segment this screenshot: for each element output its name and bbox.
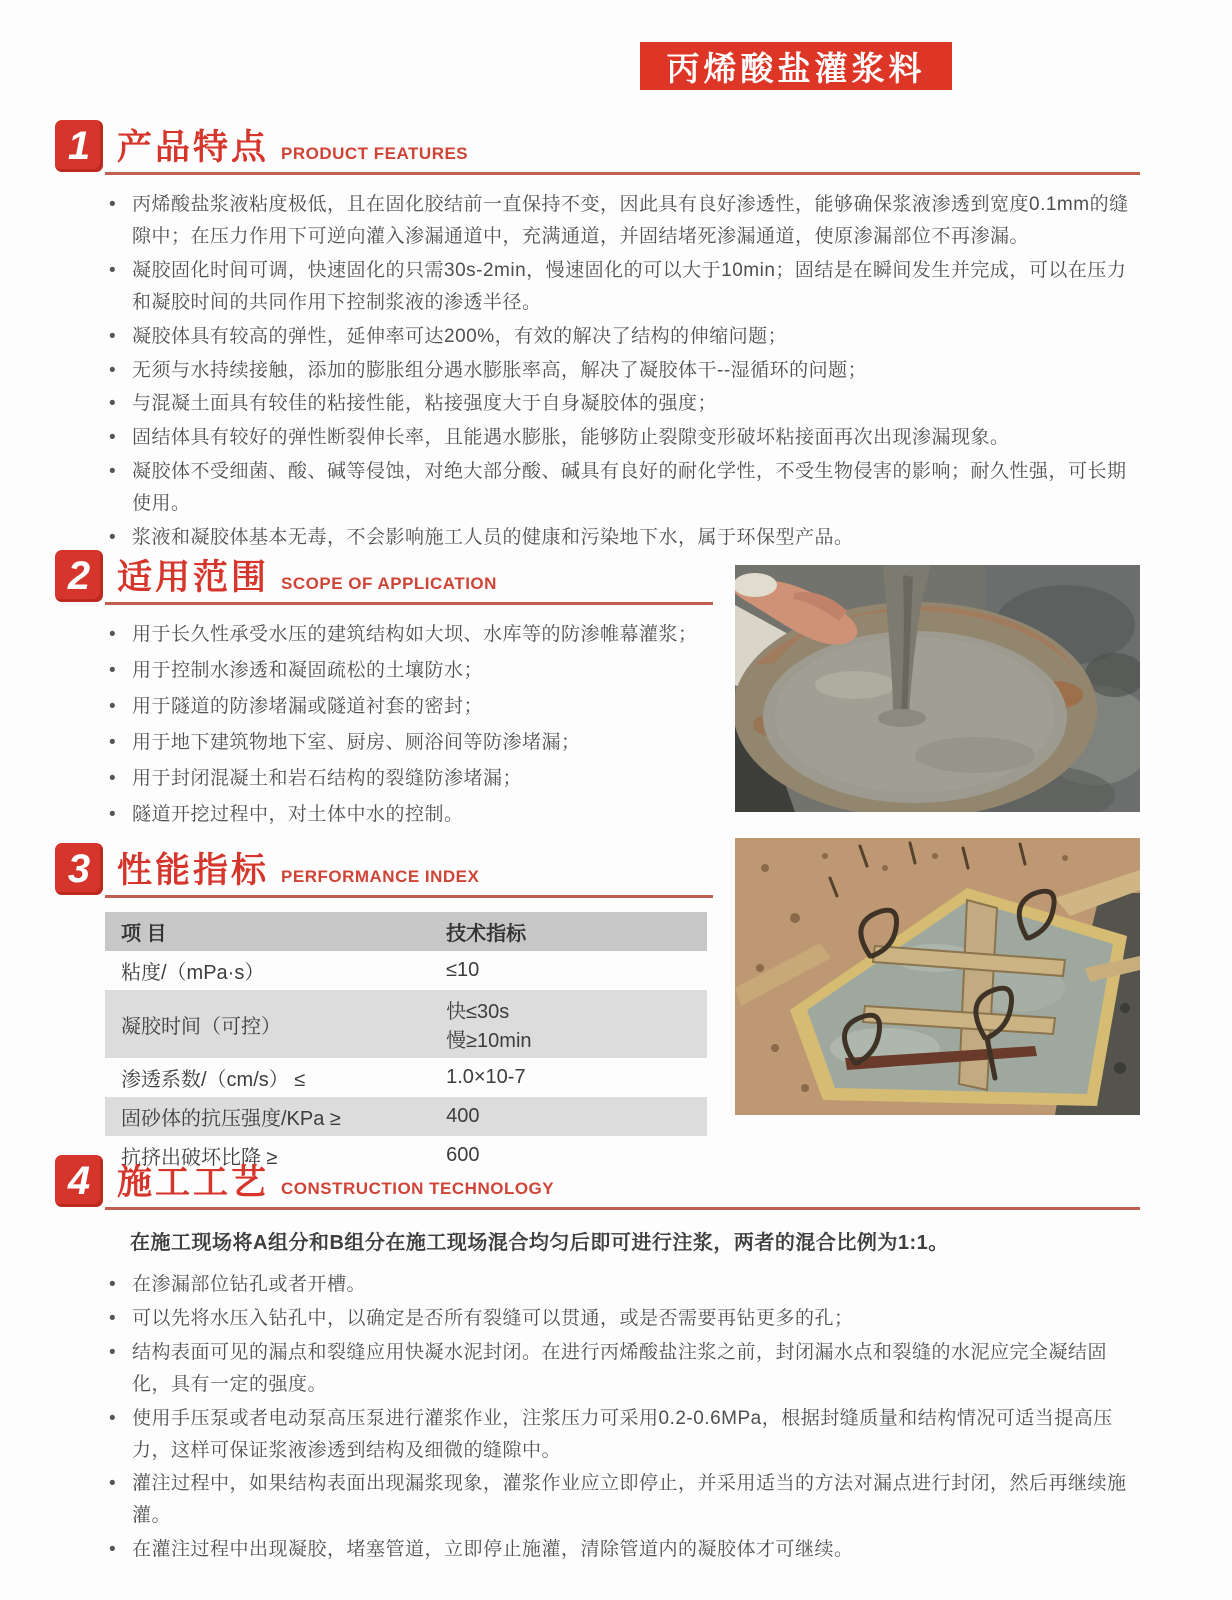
list-item: • 用于封闭混凝土和岩石结构的裂缝防渗堵漏； [105,763,720,795]
section-subtitle: PERFORMANCE INDEX [281,867,480,886]
section-header [55,1155,1145,1207]
value-cell: ≤10 [446,959,480,981]
section-construction-technology [55,1155,1145,1568]
table-row [105,951,707,990]
list-item: • 用于地下建筑物地下室、厨房、厕浴间等防渗堵漏； [105,727,720,759]
section-header [55,120,1145,172]
grouting-formwork-photo [735,838,1140,1115]
section-title: 施工工艺 [117,1163,270,1202]
list-item: • 无须与水持续接触，添加的膨胀组分遇水膨胀率高，解决了凝胶体干--湿循环的问题； [105,355,1145,387]
section-product-features [55,120,1145,556]
construction-steps-list [55,1269,1145,1566]
section-title: 产品特点 [117,128,270,167]
value-cell: 1.0×10-7 [446,1066,526,1088]
item-cell: 凝胶时间（可控） [121,1015,281,1038]
column-header-value: 技术指标 [430,912,707,951]
section-scope-of-application [55,550,720,834]
application-list [55,619,720,830]
value-cell: 400 [446,1105,480,1127]
section-divider [105,1207,1140,1210]
section-divider [105,895,713,898]
list-item: • 用于隧道的防渗堵漏或隧道衬套的密封； [105,691,720,723]
item-cell: 渗透系数/（cm/s） ≤ [121,1069,306,1091]
value-cell [430,990,707,1058]
section-number-badge: 1 [55,120,103,172]
list-item: • 结构表面可见的漏点和裂缝应用快凝水泥封闭。在进行丙烯酸盐注浆之前，封闭漏水点和裂缝的水泥应完全凝结固化，具有一定的强度。 [105,1337,1145,1401]
list-item: • 用于长久性承受水压的建筑结构如大坝、水库等的防渗帷幕灌浆； [105,619,720,651]
table-row [105,1058,707,1097]
list-item: • 固结体具有较好的弹性断裂伸长率，且能遇水膨胀，能够防止裂隙变形破坏粘接面再次出现渗漏现象。 [105,422,1145,454]
column-header-item: 项 目 [105,912,430,951]
section-title: 适用范围 [117,558,270,597]
list-item: • 与混凝土面具有较佳的粘接性能，粘接强度大于自身凝胶体的强度； [105,388,1145,420]
section-header [55,550,720,602]
list-item: • 可以先将水压入钻孔中，以确定是否所有裂缝可以贯通，或是否需要再钻更多的孔； [105,1303,1145,1335]
list-item: • 在灌注过程中出现凝胶，堵塞管道，立即停止施灌，清除管道内的凝胶体才可继续。 [105,1534,1145,1566]
list-item: • 在渗漏部位钻孔或者开槽。 [105,1269,1145,1301]
mixing-ratio-note: 在施工现场将A组分和B组分在施工现场混合均匀后即可进行注浆，两者的混合比例为1:1。 [130,1232,949,1254]
table-header-row [105,912,707,951]
section-header [55,843,720,895]
list-item: • 浆液和凝胶体基本无毒，不会影响施工人员的健康和污染地下水，属于环保型产品。 [105,522,1145,554]
item-cell: 粘度/（mPa·s） [121,962,265,984]
section-subtitle: CONSTRUCTION TECHNOLOGY [281,1179,555,1198]
list-item: • 使用手压泵或者电动泵高压泵进行灌浆作业，注浆压力可采用0.2-0.6MPa，根据封缝质量和结构情况可适当提高压力，这样可保证浆液渗透到结构及细微的缝隙中。 [105,1403,1145,1467]
value-cell: 600 [446,1144,480,1166]
section-divider [105,602,713,605]
list-item: • 用于控制水渗透和凝固疏松的土壤防水； [105,655,720,687]
value-line-slow: 慢≥10min [446,1030,532,1052]
table-row [105,990,707,1058]
section-number-badge: 3 [55,843,103,895]
section-title: 性能指标 [117,851,270,890]
feature-list [55,189,1145,554]
section-subtitle: SCOPE OF APPLICATION [281,574,497,593]
section-subtitle: PRODUCT FEATURES [281,144,469,163]
list-item: • 凝胶体不受细菌、酸、碱等侵蚀，对绝大部分酸、碱具有良好的耐化学性，不受生物侵害的影响；耐久性强，可长期使用。 [105,456,1145,520]
item-cell: 固砂体的抗压强度/KPa ≥ [121,1108,341,1130]
list-item: • 凝胶体具有较高的弹性，延伸率可达200%，有效的解决了结构的伸缩问题； [105,321,1145,353]
section-performance-index [55,843,720,1175]
slurry-mixing-photo [735,565,1140,812]
section-number-badge: 2 [55,550,103,602]
list-item: • 灌注过程中，如果结构表面出现漏浆现象，灌浆作业应立即停止，并采用适当的方法对漏点进行封闭，然后再继续施灌。 [105,1468,1145,1532]
section-divider [105,172,1140,175]
page-title: 丙烯酸盐灌浆料 [640,42,952,90]
item-cell: 抗挤出破坏比降 ≥ [121,1147,278,1169]
table-row [105,1097,707,1136]
value-line-fast: 快≤30s [446,1001,510,1023]
list-item: • 隧道开挖过程中，对土体中水的控制。 [105,799,720,831]
list-item: • 凝胶固化时间可调，快速固化的只需30s-2min，慢速固化的可以大于10min；固结是在瞬间发生并完成，可以在压力和凝胶时间的共同作用下控制浆液的渗透半径。 [105,255,1145,319]
section-number-badge: 4 [55,1155,103,1207]
performance-table [105,912,707,1175]
list-item: • 丙烯酸盐浆液粘度极低，且在固化胶结前一直保持不变，因此具有良好渗透性，能够确保浆液渗透到宽度0.1mm的缝隙中；在压力作用下可逆向灌入渗漏通道中，充满通道，并固结堵死渗漏通道，使原渗漏部位不再渗漏。 [105,189,1145,253]
